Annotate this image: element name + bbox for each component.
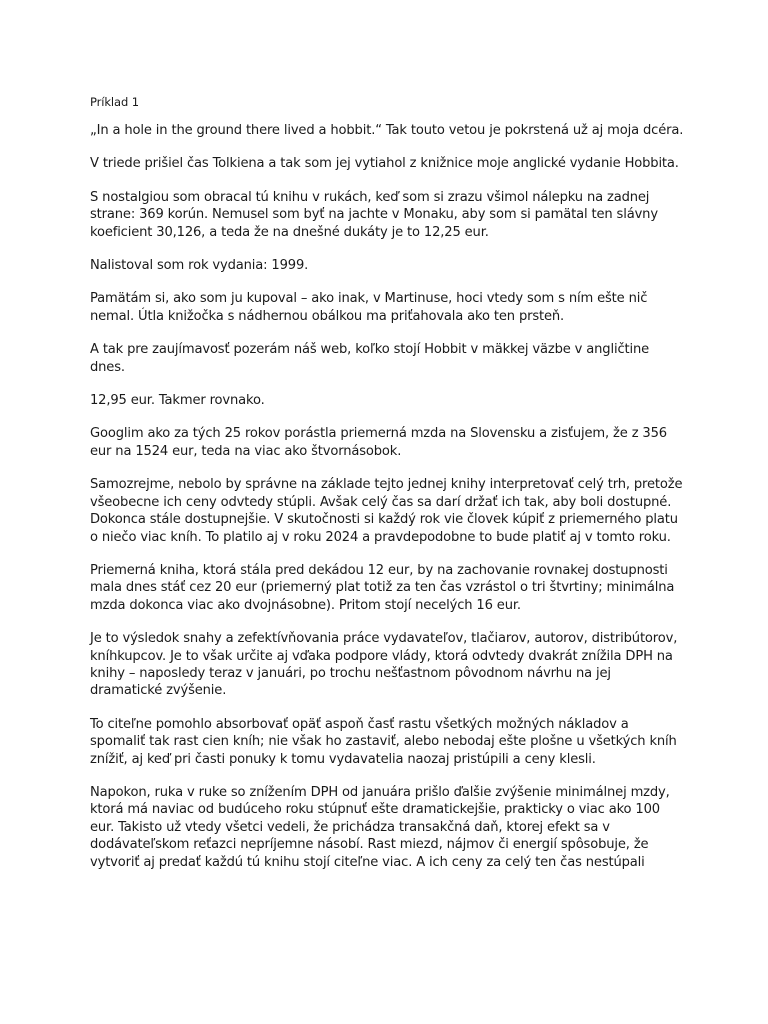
paragraph-3: S nostalgiou som obracal tú knihu v rukách, keď som si zrazu všimol nálepku na zadnej strane: 369 korún. Nemusel som byť na jachte v Monaku, aby som si pamätal ten slávny koeficient 30,126, a teda že na dnešné dukáty je to 12,25 eur.	[90, 189, 658, 240]
paragraph-5: Pamätám si, ako som ju kupoval – ako inak, v Martinuse, hoci vtedy som s ním ešte nič nemal. Útla knižočka s nádhernou obálkou ma priťahovala ako ten prsteň.	[90, 291, 648, 324]
paragraph-8: Googlim ako za tých 25 rokov porástla priemerná mzda na Slovensku a zisťujem, že z 356 eur na 1524 eur, teda na viac ako štvornásobok.	[90, 426, 667, 459]
paragraph-10: Priemerná kniha, ktorá stála pred dekádou 12 eur, by na zachovanie rovnakej dostupnosti mala dnes stáť cez 20 eur (priemerný plat totiž za ten čas vzrástol o tri štvrtiny; minimálna mzda dokonca viac ako dvojnásobne). Pritom stojí necelých 16 eur.	[90, 562, 675, 613]
paragraph-4: Nalistoval som rok vydania: 1999.	[90, 258, 309, 274]
paragraph-9: Samozrejme, nebolo by správne na základe tejto jednej knihy interpretovať celý trh, pretože všeobecne ich ceny odvtedy stúpli. Avšak celý čas sa darí držať ich tak, aby boli dostupné. Dokonca stále dostupnejšie. V skutočnosti si každý rok vie človek kúpiť z priemerného platu o niečo viac kníh. To platilo aj v roku 2024 a pravdepodobne to bude platiť aj v tomto roku.	[90, 477, 683, 545]
paragraph-13: Napokon, ruka v ruke so znížením DPH od januára prišlo ďalšie zvýšenie minimálnej mzdy, ktorá má naviac od budúceho roku stúpnuť ešte dramatickejšie, prakticky o viac ako 100 eur. Takisto už vtedy všetci vedeli, že prichádza transakčná daň, ktorej efekt sa v dodávateľskom reťazci nepríjemne násobí. Rast miezd, nájmov či energií spôsobuje, že vytvoriť aj predať každú tú knihu stojí citeľne viac. A ich ceny za celý ten čas nestúpali	[90, 784, 670, 870]
document-page	[90, 94, 686, 887]
paragraph-2: V triede prišiel čas Tolkiena a tak som jej vytiahol z knižnice moje anglické vydanie Hobbita.	[90, 156, 679, 172]
paragraph-12: To citeľne pomohlo absorbovať opäť aspoň časť rastu všetkých možných nákladov a spomaliť tak rast cien kníh; nie však ho zastaviť, alebo nebodaj ešte plošne u všetkých kníh znížiť, aj keď pri časti ponuky k tomu vydavatelia naozaj pristúpili a ceny klesli.	[90, 716, 677, 767]
paragraph-1: „In a hole in the ground there lived a hobbit.“ Tak touto vetou je pokrstená už aj moja dcéra.	[90, 123, 684, 138]
paragraph-6: A tak pre zaujímavosť pozerám náš web, koľko stojí Hobbit v mäkkej väzbe v angličtine dnes.	[90, 342, 650, 375]
document-heading: Príklad 1	[90, 95, 139, 109]
paragraph-11: Je to výsledok snahy a zefektívňovania práce vydavateľov, tlačiarov, autorov, distribútorov, kníhkupcov. Je to však určite aj vďaka podpore vlády, ktorá odvtedy dvakrát znížila DPH na knihy – naposledy teraz v januári, po trochu nešťastnom pôvodnom návrhu na jej dramatické zvýšenie.	[90, 631, 678, 699]
paragraph-7: 12,95 eur. Takmer rovnako.	[90, 393, 265, 409]
